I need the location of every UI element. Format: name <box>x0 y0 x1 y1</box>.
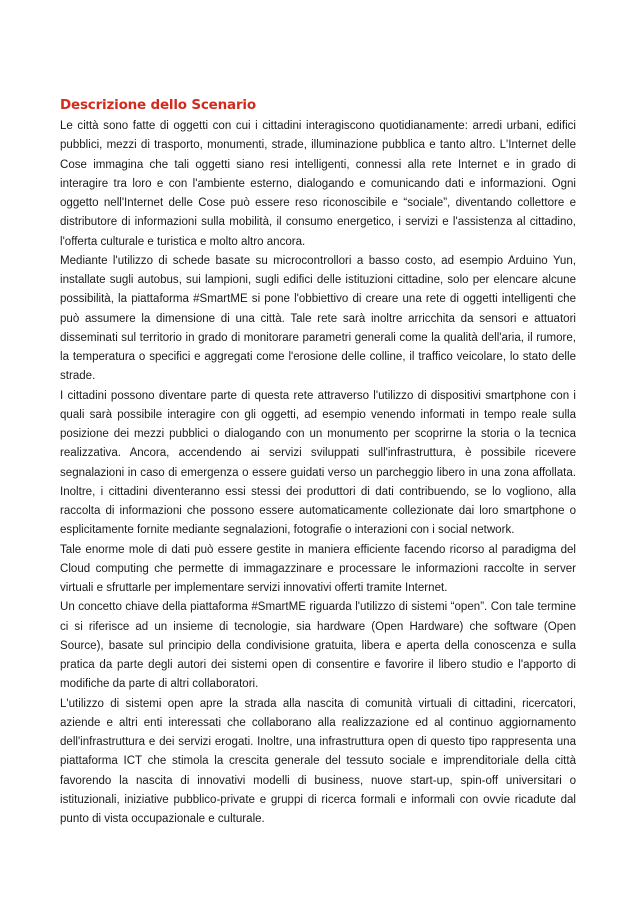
paragraph-citizens-smartphones: I cittadini possono diventare parte di questa rete attraverso l'utilizzo di dispositivi smartphone con i quali sarà possibile interagire con gli oggetti, ad esempio venendo informati in tempo reale sulla posizione dei mezzi pubblici o dialogando con un monumento per scoprirne la storia o la tecnica realizzativa. Ancora, accendendo ai servizi sviluppati sull'infrastruttura, è possibile ricevere segnalazioni in caso di emergenza o essere guidati verso un parcheggio libero in una zona affollata. Inoltre, i cittadini diventeranno essi stessi dei produttori di dati contribuendo, se lo vogliono, alla raccolta di informazioni che possono essere automaticamente collezionate dai loro smartphone o esplicitamente fornite mediante segnalazioni, fotografie o interazioni con i social network. <box>60 389 576 537</box>
document-content <box>60 95 576 829</box>
paragraph-cloud-computing: Tale enorme mole di dati può essere gestite in maniera efficiente facendo ricorso al paradigma del Cloud computing che permette di immagazzinare e processare le informazioni raccolte in server virtuali e sfruttarle per implementare servizi innovativi offerti tramite Internet. <box>60 543 576 594</box>
paragraph-smartme-network: Mediante l'utilizzo di schede basate su microcontrollori a basso costo, ad esempio Arduino Yun, installate sugli autobus, sui lampioni, sugli edifici delle istituzioni cittadine, solo per elencare alcune possibilità, la piattaforma #SmartME si pone l'obbiettivo di creare una rete di oggetti intelligenti che può assumere la dimensione di una città. Tale rete sarà inoltre arricchita da sensori e attuatori disseminati sul territorio in grado di monitorare parametri generali come la qualità dell'aria, il rumore, la temperatura o specifici e aggregati come l'erosione delle colline, il traffico veicolare, lo stato delle strade. <box>60 254 576 383</box>
paragraph-communities: L'utilizzo di sistemi open apre la strada alla nascita di comunità virtuali di cittadini, ricercatori, aziende e altri enti interessati che collaborano alla realizzazione ed al continuo aggiornamento dell'infrastruttura e dei servizi erogati. Inoltre, una infrastruttura open di questo tipo rappresenta una piattaforma ICT che stimola la crescita generale del tessuto sociale e imprenditoriale della città favorendo la nascita di innovativi modelli di business, nuove start-up, spin-off universitari o istituzionali, iniziative pubblico-private e gruppi di ricerca formali e informali con ovvie ricadute dal punto di vista occupazionale e culturale. <box>60 697 576 825</box>
paragraph-iot-cities: Le città sono fatte di oggetti con cui i cittadini interagiscono quotidianamente: arredi urbani, edifici pubblici, mezzi di trasporto, monumenti, strade, illuminazione pubblica e tanto altro. L'Internet delle Cose immagina che tali oggetti siano resi intelligenti, connessi alla rete Internet e in grado di interagire tra loro e con l'ambiente esterno, dialogando e comunicando dati e informazioni. Ogni oggetto nell'Internet delle Cose può essere reso riconoscibile e “sociale”, diventando collettore e distributore di informazioni sulla mobilità, il consumo energetico, i servizi e l'assistenza al cittadino, l'offerta culturale e turistica e molto altro ancora. <box>60 120 576 248</box>
section-title: Descrizione dello Scenario <box>60 97 256 113</box>
paragraph-open-systems: Un concetto chiave della piattaforma #SmartME riguarda l'utilizzo di sistemi “open”. Con tale termine ci si riferisce ad un insieme di tecnologie, sia hardware (Open Hardware) che software (Open Source), basate sul principio della condivisione gratuita, libera e aperta della conoscenza e sulla pratica da parte degli autori dei sistemi open di consentire e favorire il libero studio e l'apporto di modifiche da parte di altri collaboratori. <box>60 601 576 691</box>
